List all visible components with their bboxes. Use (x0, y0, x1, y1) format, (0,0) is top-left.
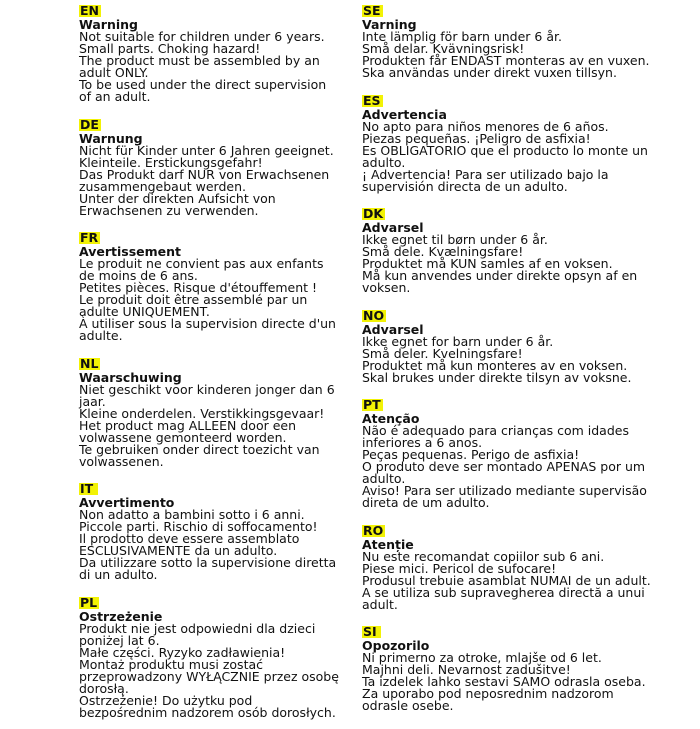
section-title: Advertencia (362, 106, 447, 122)
warning-line: Le produit ne convient pas aux enfants de moins de 6 ans. (79, 256, 328, 283)
section-title: Avvertimento (79, 495, 175, 510)
warning-line: Het product mag ALLEEN door een volwassene gemonteerd worden. (79, 417, 300, 445)
warning-line: Unter der direkten Aufsicht von Erwachsenen zu verwenden. (79, 190, 280, 218)
language-code-badge: NO (363, 307, 385, 323)
section-pt (362, 394, 662, 509)
warning-line: Aviso! Para ser utilizado mediante supervisão direta de um adulto. (362, 483, 651, 510)
language-code-badge: FR (80, 230, 99, 245)
warning-line: Nicht für Kinder unter 6 Jahren geeignet. (79, 142, 334, 158)
section-se (362, 0, 662, 79)
warning-line: À utiliser sous la supervision directe d'un adulte. (79, 316, 340, 343)
warning-line: Små dele. Kvælningsfare! (362, 244, 524, 259)
warning-line: Não é adequado para crianças com idades inferiores a 6 anos. (362, 423, 633, 450)
warning-line: Da utilizzare sotto la supervisione diretta di un adulto. (79, 555, 341, 582)
warning-line: Es OBLIGATORIO que el producto lo monte un adulto. (362, 142, 652, 170)
language-code-badge: NL (80, 355, 99, 371)
warning-line: Petites pièces. Risque d'étouffement ! (79, 280, 318, 295)
section-title: Advarsel (362, 321, 424, 337)
warning-line: Ikke egnet for barn under 6 år. (362, 333, 554, 349)
warning-line: Niet geschikt voor kinderen jonger dan 6 jaar. (79, 381, 339, 409)
warning-line: Må kun anvendes under direkte opsyn af en voksen. (362, 268, 642, 295)
warning-line: Ikke egnet til børn under 6 år. (362, 232, 548, 247)
language-code-badge: IT (79, 483, 98, 495)
warning-line: No apto para niños menores de 6 años. (362, 118, 609, 134)
warning-line: O produto deve ser montado APENAS por um adulto. (362, 459, 650, 486)
section-fr (79, 227, 341, 342)
warning-line: Produsul trebuie asamblat NUMAI de un adult. (362, 572, 651, 588)
warning-line: Kleine onderdelen. Verstikkingsgevaar! (79, 405, 325, 421)
warning-line: The product must be assembled by an adult ONLY. (79, 53, 324, 80)
warning-line: Piezas pequeñas. ¡Peligro de asfixia! (362, 130, 591, 146)
warning-line: Peças pequenas. Perigo de asfixia! (362, 447, 580, 462)
warning-line: Produkten får ENDAST monteras av en vuxen. (362, 53, 650, 68)
section-ro (362, 520, 662, 611)
section-it (79, 478, 341, 581)
warning-line: Ostrzeżenie! Do użytku pod bezpośrednim nadzorem osób dorosłych. (79, 692, 336, 720)
section-title: Ostrzeżenie (79, 608, 163, 624)
warning-line: Montaż produktu musi zostać przeprowadzony WYŁĄCZNIE przez osobę dorosłą. (79, 656, 343, 696)
warning-line: Das Produkt darf NUR von Erwachsenen zusammengebaut werden. (79, 166, 334, 194)
section-title: Varning (362, 17, 417, 32)
warning-line: Produktet må kun monteres av en voksen. (362, 357, 628, 373)
section-dk (362, 203, 662, 294)
left-column (79, 0, 341, 729)
section-pl (79, 592, 341, 719)
language-code-badge: SE (363, 3, 381, 18)
warning-line: Małe części. Ryzyko zadławienia! (79, 644, 286, 660)
warning-line: Non adatto a bambini sotto i 6 anni. (79, 507, 305, 522)
warning-line: Not suitable for children under 6 years. (79, 29, 325, 44)
warning-line: Piese mici. Pericol de sufocare! (362, 560, 557, 576)
warning-line: Piccole parti. Rischio di soffocamento! (79, 519, 318, 534)
warning-line: Små deler. Kvelningsfare! (362, 345, 523, 361)
warning-line: Ska användas under direkt vuxen tillsyn. (362, 65, 617, 80)
warning-line: Te gebruiken onder direct toezicht van volwassenen. (79, 441, 324, 469)
section-si (362, 621, 662, 712)
right-column (362, 0, 662, 723)
warning-line: Produkt nie jest odpowiedni dla dzieci poniżej lat 6. (79, 620, 320, 648)
language-code-badge: DE (80, 116, 99, 132)
warning-line: Nu este recomandat copiilor sub 6 ani. (362, 548, 605, 564)
warning-line: Za uporabo pod neposrednim nadzorom odrasle osebe. (362, 686, 618, 713)
warning-line: Le produit doit être assemblé par un adulte UNIQUEMENT. (79, 292, 312, 319)
section-title: Waarschuwing (79, 369, 182, 385)
section-title: Opozorilo (362, 638, 430, 653)
warning-line: Skal brukes under direkte tilsyn av voksne. (362, 369, 632, 385)
warning-line: ¡ Advertencia! Para ser utilizado bajo la supervisión directa de un adulto. (362, 166, 613, 194)
warning-line: Il prodotto deve essere assemblato ESCLUSIVAMENTE da un adulto. (79, 531, 304, 558)
warning-line: Ni primerno za otroke, mlajše od 6 let. (362, 650, 602, 665)
section-en (79, 0, 341, 103)
warning-line: Majhni deli. Nevarnost zadušitve! (362, 662, 571, 677)
section-title: Atenție (362, 536, 414, 552)
section-title: Advarsel (362, 220, 424, 235)
warning-line: Inte lämplig för barn under 6 år. (362, 29, 562, 44)
section-title: Atenção (362, 411, 420, 426)
warning-line: A se utiliza sub supravegherea directă a unui adult. (362, 584, 649, 612)
section-title: Warning (79, 17, 138, 32)
section-nl (79, 353, 341, 468)
warning-line: To be used under the direct supervision of an adult. (79, 77, 331, 104)
language-code-badge: PL (80, 594, 98, 610)
section-es (362, 90, 662, 193)
language-code-badge: EN (80, 3, 100, 18)
warning-line: Small parts. Choking hazard! (79, 41, 261, 56)
language-code-badge: RO (363, 522, 384, 538)
warning-line: Kleinteile. Erstickungsgefahr! (79, 154, 263, 170)
warning-line: Små delar. Kvävningsrisk! (362, 41, 525, 56)
section-title: Warnung (79, 130, 143, 146)
section-title: Avertissement (79, 244, 182, 259)
language-code-badge: ES (363, 92, 381, 108)
language-code-badge: PT (363, 397, 381, 412)
section-no (362, 305, 662, 384)
section-de (79, 114, 341, 217)
warning-line: Ta izdelek lahko sestavi SAMO odrasla oseba. (362, 674, 646, 689)
language-code-badge: SI (362, 626, 381, 638)
warning-line: Produktet må KUN samles af en voksen. (362, 256, 613, 271)
language-code-badge: DK (363, 206, 384, 221)
